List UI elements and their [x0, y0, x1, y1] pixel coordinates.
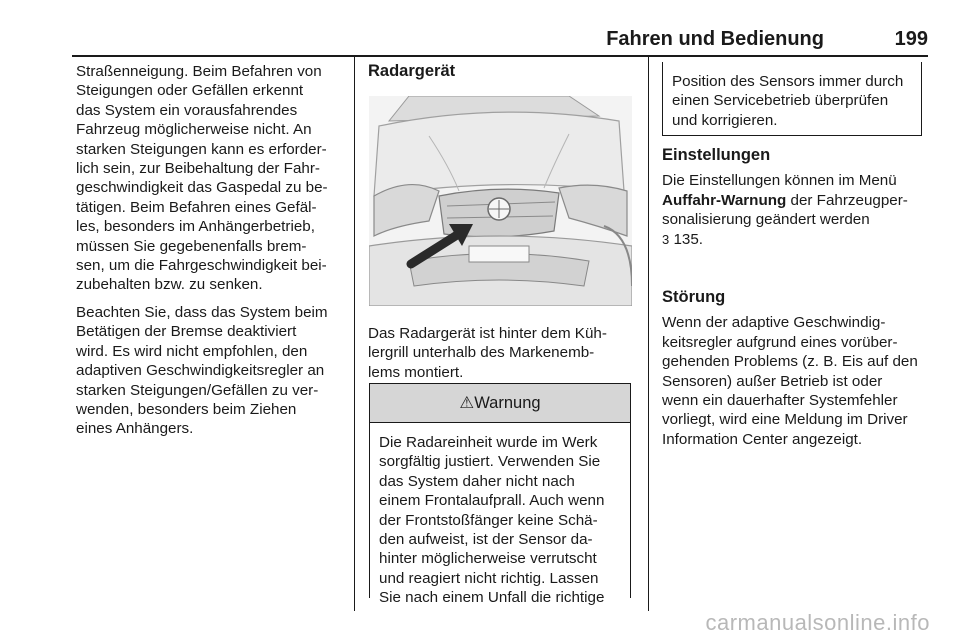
- car-radar-illustration: [369, 96, 632, 306]
- warning-header: [370, 384, 630, 423]
- paragraph-brake-note: Beachten Sie, dass das System beim Betätigen der Bremse deaktiviert wird. Es wird nicht empfohlen, den adaptiven Geschwindigkeitsregler an starken Steigungen/Gefällen zu ver- wenden, besonders beim Ziehen eines Anhängers.: [76, 303, 328, 438]
- warning-box: [369, 383, 631, 607]
- warning-text: Die Radareinheit wurde im Werk sorgfältig justiert. Verwenden Sie das System daher nicht nach einem Frontalaufprall. Auch wenn der Frontstoßfänger keine Schä- den aufweist, ist der Sensor da- hinter möglicherweise verrutscht und reagiert nicht richtig. Lassen Sie nach einem Unfall die richtige: [379, 434, 605, 607]
- column-divider-1: [354, 56, 355, 611]
- warning-title: Warnung: [474, 394, 541, 412]
- header-divider: [72, 55, 928, 57]
- page-reference: 135.: [669, 230, 704, 248]
- radar-caption: Das Radargerät ist hinter dem Küh- lergrill unterhalb des Markenemb- lems montiert.: [368, 325, 607, 381]
- radar-heading: Radargerät: [368, 62, 456, 80]
- column-2: [368, 62, 634, 81]
- chapter-title: Fahren und Bedienung: [606, 28, 824, 50]
- column-1: [76, 62, 344, 447]
- settings-section: Einstellungen Die Einstellungen können im Menü Auffahr-Warnung der Fahrzeugper- sonalisierung geändert werden 3 135.: [662, 146, 932, 249]
- fault-heading: Störung: [662, 288, 726, 306]
- page-number: 199: [894, 28, 928, 50]
- paragraph-incline: Straßenneigung. Beim Befahren von Steigungen oder Gefällen erkennt das System ein vorausfahrendes Fahrzeug möglicherweise nicht. An starken Steigungen kann es erforder- lich sein, zur Beibehaltung der Fahr- geschwindigkeit das Gaspedal zu be- tätigen. Beim Befahren eines Gefäl- les, besonders im Anhängerbetrieb, müssen Sie gegebenenfalls brem- sen, um die Fahrgeschwindigkeit bei- zubehalten bzw. zu senken.: [76, 63, 328, 294]
- warning-continuation-box: Position des Sensors immer durch einen Servicebetrieb überprüfen und korrigieren.: [662, 62, 922, 136]
- page-header: [72, 28, 928, 52]
- warning-triangle-icon: ⚠: [459, 394, 475, 412]
- page-reference-icon: 3: [662, 231, 670, 247]
- site-watermark: carmanualsonline.info: [705, 610, 930, 635]
- car-front-drawing: [369, 96, 632, 306]
- column-divider-2: [648, 56, 649, 611]
- settings-heading: Einstellungen: [662, 146, 771, 164]
- menu-term: Auffahr-Warnung: [662, 191, 787, 209]
- fault-section: Störung Wenn der adaptive Geschwindig- keitsregler aufgrund eines vorüber- gehenden Problems (z. B. Eis auf den Sensoren) außer Betrieb ist oder wenn ein dauerhafter Systemfehler vorliegt, wird eine Meldung im Driver Information Center angezeigt.: [662, 288, 932, 449]
